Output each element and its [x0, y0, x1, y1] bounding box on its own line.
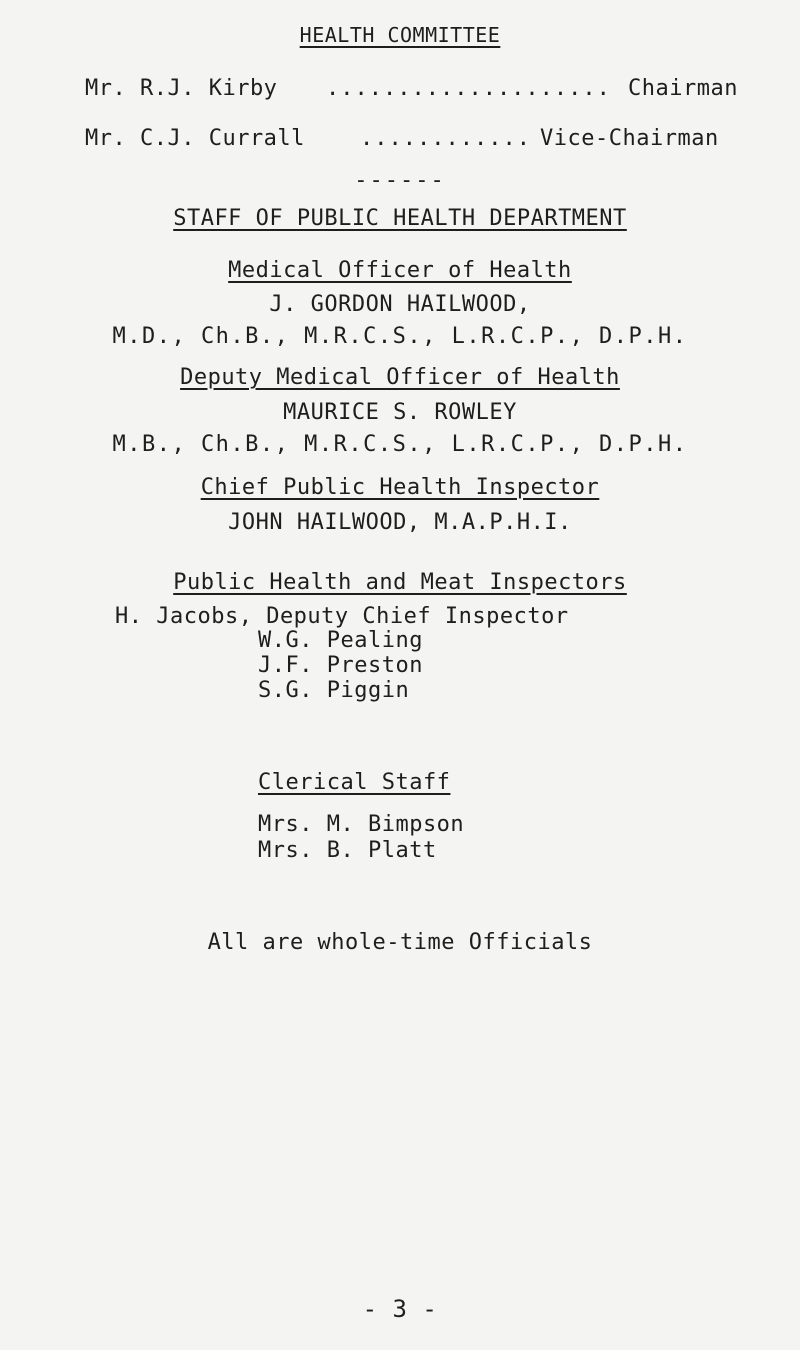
inspector-item: W.G. Pealing — [258, 628, 423, 653]
deputy-moh-heading: Deputy Medical Officer of Health — [180, 365, 620, 390]
clerical-item: Mrs. M. Bimpson — [258, 812, 465, 837]
chairman-role: Chairman — [628, 76, 738, 101]
footer-note: All are whole-time Officials — [207, 930, 593, 955]
deputy-moh-qualifications: M.B., Ch.B., M.R.C.S., L.R.C.P., D.P.H. — [112, 432, 688, 457]
cphi-name: JOHN HAILWOOD, M.A.P.H.I. — [228, 510, 572, 535]
inspector-item: H. Jacobs, Deputy Chief Inspector — [115, 604, 569, 629]
moh-name: J. GORDON HAILWOOD, — [269, 292, 531, 317]
chairman-leader: .................... — [326, 76, 611, 101]
cphi-heading: Chief Public Health Inspector — [200, 475, 600, 500]
clerical-item: Mrs. B. Platt — [258, 838, 437, 863]
clerical-heading: Clerical Staff — [258, 770, 451, 795]
vice-chairman-name: Mr. C.J. Currall — [85, 126, 305, 151]
vice-chairman-leader: ............ — [360, 126, 531, 151]
moh-heading: Medical Officer of Health — [228, 258, 572, 283]
inspectors-heading: Public Health and Meat Inspectors — [173, 570, 627, 595]
staff-title: STAFF OF PUBLIC HEALTH DEPARTMENT — [173, 206, 627, 231]
section-separator: ------ — [354, 168, 446, 193]
page-number: - 3 - — [362, 1295, 438, 1323]
deputy-moh-name: MAURICE S. ROWLEY — [283, 400, 517, 425]
moh-qualifications: M.D., Ch.B., M.R.C.S., L.R.C.P., D.P.H. — [112, 324, 688, 349]
inspector-item: S.G. Piggin — [258, 678, 410, 703]
committee-title: HEALTH COMMITTEE — [299, 23, 501, 47]
vice-chairman-role: Vice-Chairman — [540, 126, 719, 151]
inspector-item: J.F. Preston — [258, 653, 423, 678]
chairman-name: Mr. R.J. Kirby — [85, 76, 278, 101]
